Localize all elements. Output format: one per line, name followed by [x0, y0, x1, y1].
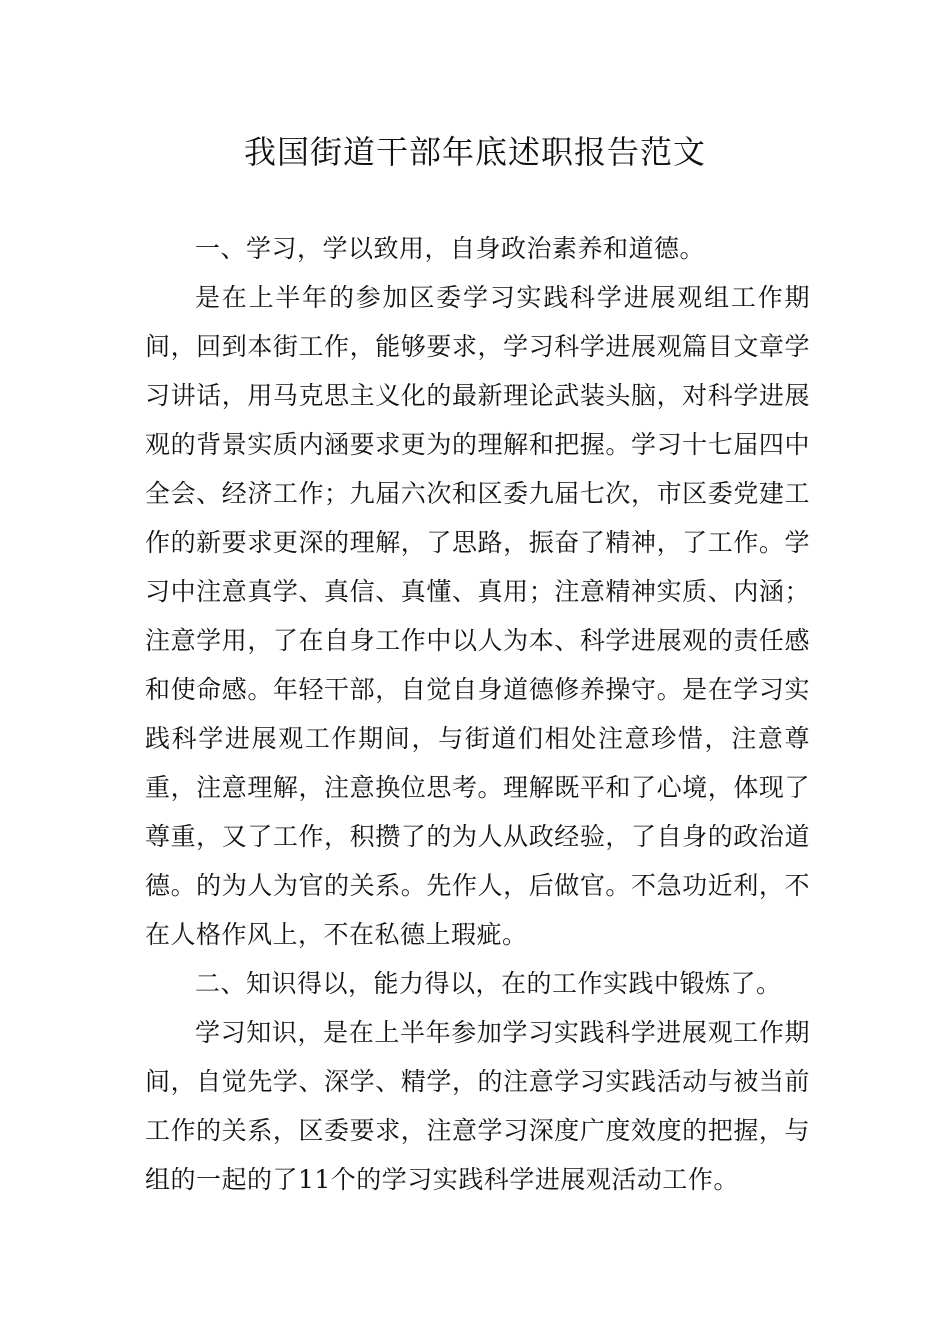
paragraph-section-2-heading: 二、知识得以，能力得以，在的工作实践中锻炼了。	[195, 969, 782, 998]
document-body	[145, 224, 810, 1204]
paragraph-section-1-heading: 一、学习，学以致用，自身政治素养和道德。	[195, 234, 706, 263]
paragraph-knowledge-content: 学习知识，是在上半年参加学习实践科学进展观工作期间，自觉先学、深学、精学，的注意学习实践活动与被当前工作的关系，区委要求，注意学习深度广度效度的把握，与组的一起的了11个的学习实践科学进展观活动工作。	[145, 1018, 810, 1194]
document-title: 我国街道干部年底述职报告范文	[243, 133, 706, 171]
paragraph-study-content: 是在上半年的参加区委学习实践科学进展观组工作期间，回到本街工作，能够要求，学习科学进展观篇目文章学习讲话，用马克思主义化的最新理论武装头脑，对科学进展观的背景实质内涵要求更为的理解和把握。学习十七届四中全会、经济工作；九届六次和区委九届七次，市区委党建工作的新要求更深的理解，了思路，振奋了精神，了工作。学习中注意真学、真信、真懂、真用；注意精神实质、内涵；注意学用，了在自身工作中以人为本、科学进展观的责任感和使命感。年轻干部，自觉自身道德修养操守。是在学习实践科学进展观工作期间，与街道们相处注意珍惜，注意尊重，注意理解，注意换位思考。理解既平和了心境，体现了尊重，又了工作，积攒了的为人从政经验，了自身的政治道德。的为人为官的关系。先作人，后做官。不急功近利，不在人格作风上，不在私德上瑕疵。	[145, 283, 810, 949]
